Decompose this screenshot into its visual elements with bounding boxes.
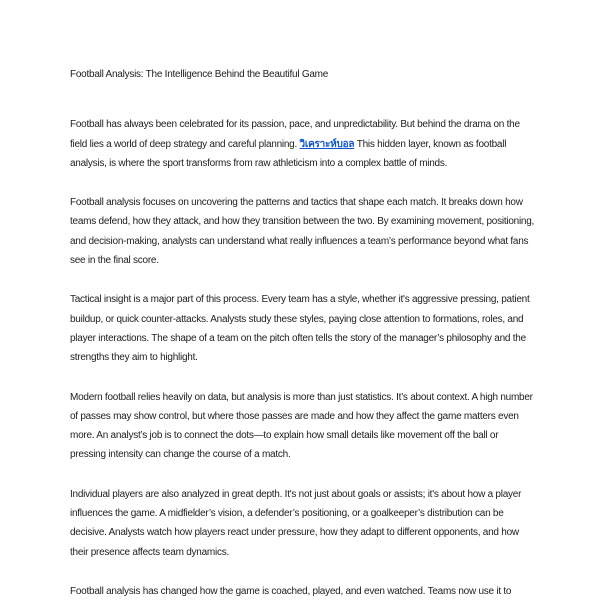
document-title: Football Analysis: The Intelligence Behind the Beautiful Game bbox=[70, 69, 329, 80]
paragraph-data-context: Modern football relies heavily on data, but analysis is more than just statistics. It’s about context. A high number of passes may show control, but where those passes are made and how they affect the game matters even more. An analyst’s job is to connect the dots—to explain how small details like movement off the ball or pressing intensity can change the course of a match. bbox=[70, 391, 533, 461]
intro-paragraph bbox=[70, 115, 535, 173]
paragraph-individual-players: Individual players are also analyzed in great depth. It's not just about goals or assists; it's about how a player influences the game. A midfielder’s vision, a defender’s positioning, or a goalkeeper’s distribution can be decisive. Analysts watch how players react under pressure, how they adapt to different opponents, and how their presence affects team dynamics. bbox=[70, 488, 522, 558]
thai-football-analysis-link[interactable]: วิเคราะห์บอล bbox=[299, 138, 355, 150]
paragraph-tactical-insight: Tactical insight is a major part of this process. Every team has a style, whether it's aggressive pressing, patient buildup, or quick counter-attacks. Analysts study these styles, paying close attention to formations, roles, and player interactions. The shape of a team on the pitch often tells the story of the manager’s philosophy and the strengths they aim to highlight. bbox=[70, 294, 530, 364]
paragraph-tactics: Football analysis focuses on uncovering the patterns and tactics that shape each match. It breaks down how teams defend, how they attack, and how they transition between the two. By examining movement, positioning, and decision-making, analysts can understand what really influences a team’s performance beyond what fans see in the final score. bbox=[70, 197, 535, 267]
intro-text-before-link: Football has always been celebrated for its passion, pace, and unpredictability. But behind the drama on the field lies a world of deep strategy and careful planning. bbox=[70, 119, 520, 150]
intro-text-after-link: This hidden layer, known as football analysis, is where the sport transforms from raw athleticism into a complex battle of minds. bbox=[70, 138, 507, 169]
paragraph-game-changed-truncated: Football analysis has changed how the game is coached, played, and even watched. Teams now use it to bbox=[70, 585, 512, 597]
